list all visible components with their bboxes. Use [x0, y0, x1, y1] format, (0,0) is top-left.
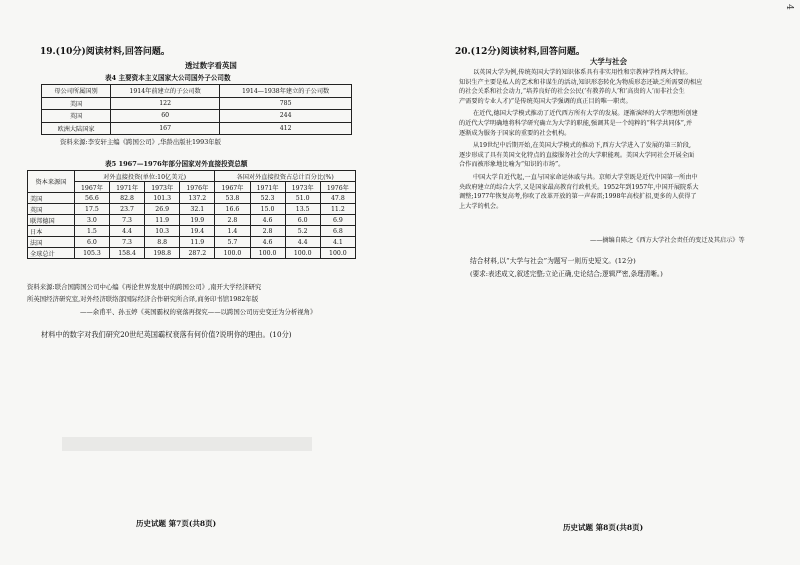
- table4-header-cell: 1914—1938年建立的子公司数: [220, 85, 352, 98]
- table4: [41, 84, 352, 135]
- text-line: 的社会关系和社会动力,“培养良好的社会公民(‘有教养的人’和‘高贵的人’而非社会生: [459, 88, 685, 96]
- value-cell: 6.8: [320, 226, 355, 237]
- value-cell: 6.0: [285, 215, 320, 226]
- table-row: [28, 248, 356, 259]
- value-cell: 198.8: [145, 248, 180, 259]
- value-cell: 4.6: [250, 215, 285, 226]
- value-cell: 137.2: [180, 193, 215, 204]
- year-header-cell: 1973年: [145, 182, 180, 193]
- value-cell: 158.4: [110, 248, 145, 259]
- table4-header-cell: 母公司所属国别: [42, 85, 111, 98]
- value-cell: 15.0: [250, 204, 285, 215]
- table4-caption: 表4 主要资本主义国家大公司国外子公司数: [105, 74, 231, 82]
- text-line: 从19世纪中后期开始,在美国大学模式的推动下,西方大学进入了发展的第三阶段,: [473, 142, 691, 150]
- table5-citation: ——余甫平、孙玉婷《英国霸权的衰落再探究——以跨国公司历史变迁为分析视角》: [80, 308, 317, 316]
- text-line: 以英国大学为例,传统英国大学的知识体系具有非实用性和宗教神学性两大特征。: [473, 69, 692, 76]
- year-header-cell: 1967年: [215, 182, 250, 193]
- value-cell: 19.9: [180, 215, 215, 226]
- right-page-footer: 历史试题 第8页(共8页): [563, 523, 644, 532]
- value-cell: 5.2: [285, 226, 320, 237]
- table5-corner-header: 资本来源国: [28, 171, 75, 193]
- value-cell: 11.2: [320, 204, 355, 215]
- text-line: 逐步形成了具有美国文化特点的直接服务社会的大学职能观。美国大学同社会开展全面: [459, 151, 695, 159]
- year-header-cell: 1976年: [320, 182, 355, 193]
- table-row: [28, 226, 356, 237]
- essay-title: 大学与社会: [590, 57, 627, 66]
- material-text: [459, 68, 779, 212]
- value-cell: 100.0: [250, 248, 285, 259]
- value-cell: 1.4: [215, 226, 250, 237]
- essay-requirements: (要求:表述成文,叙述完整;立论正确,史论结合;逻辑严密,条理清晰。): [470, 270, 663, 278]
- text-line: 中国大学自近代起,一直与国家命运休戚与共。京师大学堂既是近代中国第一所由中: [473, 174, 698, 182]
- table5-year-row: [28, 182, 356, 193]
- year-header-cell: 1971年: [250, 182, 285, 193]
- essay-prompt: 结合材料,以“大学与社会”为题写一则历史短文。(12分): [470, 257, 636, 265]
- value-cell: 52.3: [250, 193, 285, 204]
- value-cell: 7.3: [110, 237, 145, 248]
- essay-citation: ——摘编自陈之《西方大学社会责任的变迁及其启示》等: [590, 237, 745, 244]
- value-cell: 287.2: [180, 248, 215, 259]
- table5-source-line2: 所英国经济研究室,对外经济联络部国际经济合作研究所合译,商务印书馆1982年版: [27, 295, 259, 303]
- table5-group-header: 对外直接投资(单位:10亿美元): [74, 171, 215, 182]
- text-line: 知识生产主要是私人的艺术和非谋生的活动,知识形态转化为物质形态还缺乏所需要的相应: [459, 78, 703, 86]
- answer-area-mark: [62, 437, 312, 451]
- value-cell: 4.1: [320, 237, 355, 248]
- paragraph: [459, 173, 779, 211]
- value-cell: 23.7: [110, 204, 145, 215]
- value-cell: 16.6: [215, 204, 250, 215]
- country-cell: 联邦德国: [28, 215, 75, 226]
- value-cell: 11.9: [180, 237, 215, 248]
- value-cell: 4.4: [285, 237, 320, 248]
- text-line: 逐渐成为服务于国家的重要的社会机构。: [459, 129, 571, 137]
- table-cell: 122: [111, 97, 220, 110]
- text-line: 在近代,德国大学模式推动了近代西方所有大学的发展。逐渐演绎的大学理想所创建: [473, 110, 698, 118]
- value-cell: 6.0: [74, 237, 109, 248]
- table-cell: 244: [220, 110, 352, 123]
- value-cell: 32.1: [180, 204, 215, 215]
- table5: [27, 170, 356, 259]
- table-cell: 美国: [42, 97, 111, 110]
- table-row: [28, 215, 356, 226]
- value-cell: 11.9: [145, 215, 180, 226]
- text-line: 产需要的专业人才)”是传统英国大学强调的真正目的唯一职责。: [459, 97, 632, 105]
- q19-question: 材料中的数字对我们研究20世纪英国霸权衰落有何价值?说明你的理由。(10分): [41, 330, 292, 339]
- value-cell: 100.0: [285, 248, 320, 259]
- table-row: [28, 204, 356, 215]
- q19-heading: 19.(10分)阅读材料,回答问题。: [40, 47, 170, 57]
- table4-header-row: [42, 85, 352, 98]
- value-cell: 10.3: [145, 226, 180, 237]
- value-cell: 101.3: [145, 193, 180, 204]
- year-header-cell: 1976年: [180, 182, 215, 193]
- value-cell: 2.8: [215, 215, 250, 226]
- table-row: [42, 97, 352, 110]
- text-line: 合作而被形象地比喻为“知识的市场”。: [459, 161, 565, 169]
- country-cell: 全球总计: [28, 248, 75, 259]
- value-cell: 2.8: [250, 226, 285, 237]
- page-corner-mark: 4: [783, 4, 794, 10]
- table-row: [28, 237, 356, 248]
- value-cell: 5.7: [215, 237, 250, 248]
- value-cell: 51.0: [285, 193, 320, 204]
- value-cell: 56.6: [74, 193, 109, 204]
- country-cell: 英国: [28, 204, 75, 215]
- table5-group-header-row: [28, 171, 356, 182]
- table4-source: 资料来源:李安轩主编《跨国公司》,华龄出版社1993年版: [60, 138, 222, 146]
- section-title: 透过数字看英国: [185, 61, 237, 70]
- value-cell: 100.0: [320, 248, 355, 259]
- paragraph: [459, 109, 779, 138]
- table-cell: 60: [111, 110, 220, 123]
- year-header-cell: 1973年: [285, 182, 320, 193]
- value-cell: 8.8: [145, 237, 180, 248]
- text-line: 央政府建立的综合大学,又是国家最高教育行政机关。1952年到1957年,中国开展院系大: [459, 183, 699, 191]
- country-cell: 美国: [28, 193, 75, 204]
- paragraph: [459, 68, 779, 106]
- value-cell: 82.8: [110, 193, 145, 204]
- value-cell: 47.8: [320, 193, 355, 204]
- value-cell: 1.5: [74, 226, 109, 237]
- value-cell: 6.9: [320, 215, 355, 226]
- value-cell: 3.0: [74, 215, 109, 226]
- text-line: 调整;1977年恢复高考,你吹了改革开放的第一声春雷;1998年高校扩招,更多的人获得了: [459, 193, 697, 201]
- text-line: 上大学的机会。: [459, 202, 503, 210]
- value-cell: 26.9: [145, 204, 180, 215]
- paragraph: [459, 141, 779, 170]
- table-cell: 欧洲大陆国家: [42, 122, 111, 135]
- year-header-cell: 1971年: [110, 182, 145, 193]
- text-line: 的近代大学明确地将科学研究确立为大学的职能,强调其是一个纯粹的“科学共同体”,并: [459, 120, 693, 128]
- table-cell: 英国: [42, 110, 111, 123]
- value-cell: 17.5: [74, 204, 109, 215]
- country-cell: 法国: [28, 237, 75, 248]
- value-cell: 4.6: [250, 237, 285, 248]
- table-row: [42, 122, 352, 135]
- year-header-cell: 1967年: [74, 182, 109, 193]
- value-cell: 7.3: [110, 215, 145, 226]
- table-row: [28, 193, 356, 204]
- value-cell: 19.4: [180, 226, 215, 237]
- country-cell: 日本: [28, 226, 75, 237]
- table4-header-cell: 1914年前建立的子公司数: [111, 85, 220, 98]
- value-cell: 13.5: [285, 204, 320, 215]
- table5-group-header: 各国对外直接投资占总计百分比(%): [215, 171, 356, 182]
- left-page-footer: 历史试题 第7页(共8页): [136, 519, 217, 528]
- table5-caption: 表5 1967—1976年部分国家对外直接投资总额: [105, 160, 248, 168]
- table-cell: 412: [220, 122, 352, 135]
- q20-heading: 20.(12分)阅读材料,回答问题。: [455, 47, 585, 57]
- value-cell: 53.8: [215, 193, 250, 204]
- table-cell: 785: [220, 97, 352, 110]
- table-row: [42, 110, 352, 123]
- table5-source-line1: 资料来源:联合国跨国公司中心编《再论世界发展中的跨国公司》,南开大学经济研究: [27, 283, 262, 291]
- table-cell: 167: [111, 122, 220, 135]
- value-cell: 4.4: [110, 226, 145, 237]
- value-cell: 105.3: [74, 248, 109, 259]
- value-cell: 100.0: [215, 248, 250, 259]
